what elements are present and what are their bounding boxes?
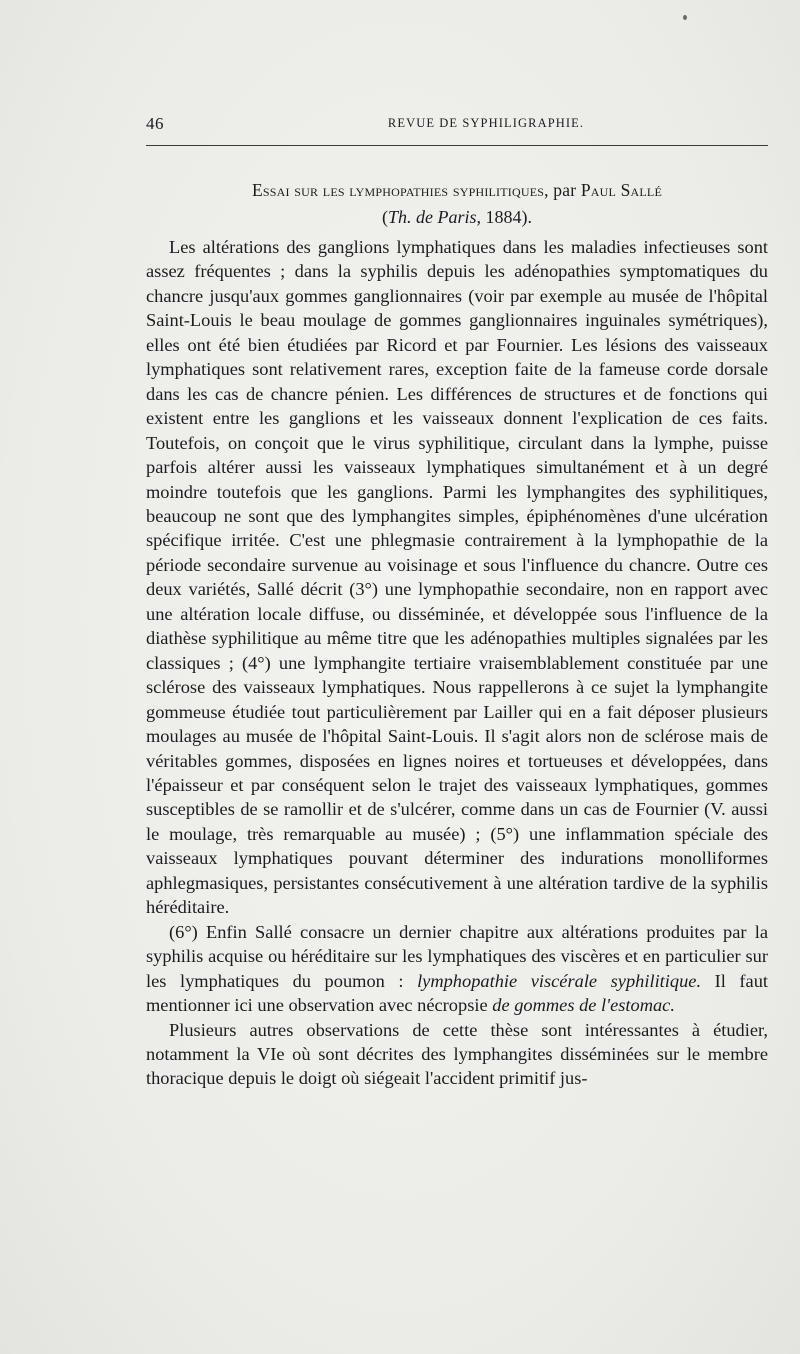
paragraph-3: Plusieurs autres observations de cette thèse sont intéressantes à étudier, notamment la VIe où sont décrites des lymphangites disséminées sur le membre thoracique depuis le doigt où siégeait l'accident primitif jus- <box>146 1019 768 1089</box>
subtitle-thesis: Th. de Paris, <box>387 207 481 227</box>
article-body <box>146 235 768 1091</box>
article-subtitle <box>146 205 768 229</box>
subtitle-year: 1884). <box>485 207 532 227</box>
paragraph-1: Les altérations des ganglions lymphatiques dans les maladies infectieuses sont assez fréquentes ; dans la syphilis depuis les adénopathies symptomatiques du chancre jusqu'aux gommes ganglionnaires (voir par exemple au musée de l'hôpital Saint-Louis le beau moulage de gommes ganglionnaires inguinales symétriques), elles ont été bien étudiées par Ricord et par Fournier. Les lésions des vaisseaux lymphatiques sont relativement rares, exception faite de la fameuse corde dorsale dans les cas de chancre pénien. Les différences de structures et de fonctions qui existent entre les ganglions et les vaisseaux donnent l'explication de ces faits. Toutefois, on conçoit que le virus syphilitique, circulant dans la lymphe, puisse parfois altérer aussi les vaisseaux lymphatiques simultanément et à un degré moindre toutefois que les ganglions. Parmi les lymphangites des syphilitiques, beaucoup ne sont que des lymphangites simples, épiphénomènes d'une ulcération spécifique irritée. C'est une phlegmasie contrairement à la lymphopathie de la période secondaire survenue au voisinage et sous l'influence du chancre. Outre ces deux variétés, Sallé décrit (3°) une lymphopathie secondaire, non en rapport avec une altération locale diffuse, ou disséminée, et développée sous l'influence de la diathèse syphilitique au même titre que les adénopathies multiples signalées par les classiques ; (4°) une lymphangite tertiaire vraisemblablement constituée par une sclérose des vaisseaux lymphatiques. Nous rappellerons à ce sujet la lymphangite gommeuse étudiée tout particulièrement par Lailler qui en a fait déposer plusieurs moulages au musée de l'hôpital Saint-Louis. Il s'agit alors non de sclérose mais de véritables gommes, disposées en lignes noires et tortueuses et développées, dans l'épaisseur et par conséquent selon le trajet des vaisseaux lymphatiques, gommes susceptibles de se ramollir et de s'ulcérer, comme dans un cas de Fournier (V. aussi le moulage, très remarquable au musée) ; (5°) une inflammation spéciale des vaisseaux lymphatiques pouvant déterminer des indurations monolliformes aphlegmasiques, persistantes consécutivement à une altération tardive de la syphilis héréditaire. <box>146 237 768 918</box>
article-title <box>146 178 768 202</box>
subtitle-open: ( <box>381 207 388 227</box>
page-header <box>146 114 766 136</box>
paragraph-2-italic-2: de gommes de l'estomac. <box>492 995 675 1016</box>
paragraph-2-middle: Il faut mentionner ici une observation avec nécropsie <box>146 970 768 1016</box>
article-title-block <box>146 178 768 229</box>
header-rule <box>146 145 768 146</box>
running-head: REVUE DE SYPHILIGRAPHIE. <box>387 116 585 130</box>
title-main: Essai sur les lymphopathies syphilitiques, <box>252 180 549 200</box>
title-by: par <box>553 180 577 200</box>
paragraph-2 <box>146 920 768 1018</box>
paragraph-2-italic-1: lymphopathie viscérale syphilitique. <box>417 970 702 991</box>
page-number: 46 <box>146 114 164 133</box>
title-author: Paul Sallé <box>580 180 662 200</box>
paragraph-2-start: (6°) Enfin Sallé consacre un dernier chapitre aux altérations produites par la syphilis acquise ou héréditaire sur les lymphatiques des viscères et en particulier sur les lymphatiques du poumon : <box>146 921 768 991</box>
paper-speck <box>683 15 687 20</box>
